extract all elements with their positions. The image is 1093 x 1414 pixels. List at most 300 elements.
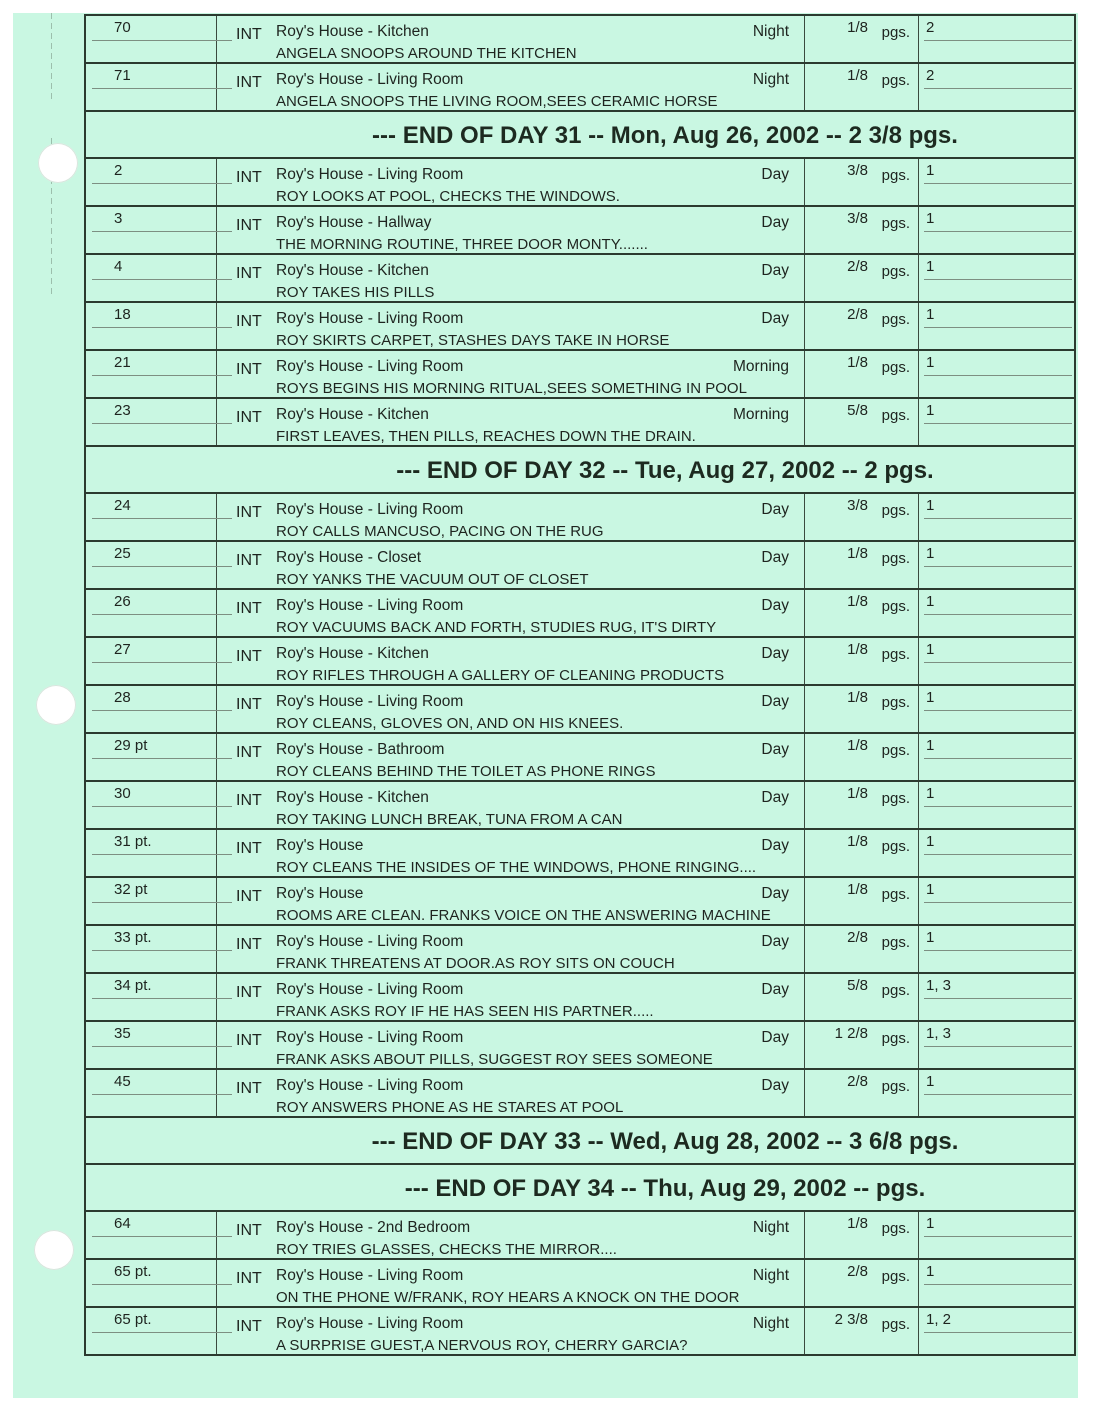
underline xyxy=(924,1284,1072,1285)
underline xyxy=(92,423,232,424)
underline xyxy=(924,902,1072,903)
scene-strip[interactable] xyxy=(86,492,1074,540)
cast-ids: 1, 2 xyxy=(926,1311,952,1328)
set-name: Roy's House - Hallway xyxy=(276,214,432,231)
int-ext: INT xyxy=(236,26,262,43)
cast-ids: 1, 3 xyxy=(926,977,952,994)
scene-strip[interactable] xyxy=(86,1306,1074,1354)
underline xyxy=(92,1094,232,1095)
cast-cell xyxy=(918,1308,1074,1354)
day-break-banner xyxy=(86,445,1074,492)
scene-number: 32 pt xyxy=(114,881,148,898)
underline xyxy=(92,950,232,951)
pages-unit: pgs. xyxy=(881,311,910,328)
pages-unit: pgs. xyxy=(881,742,910,759)
int-ext: INT xyxy=(236,840,262,857)
scene-number: 29 pt xyxy=(114,737,148,754)
pages-unit: pgs. xyxy=(881,646,910,663)
day-night: Night xyxy=(752,1219,789,1236)
scene-strip[interactable] xyxy=(86,397,1074,445)
underline xyxy=(924,1236,1072,1237)
set-name: Roy's House - 2nd Bedroom xyxy=(276,1219,471,1236)
day-night: Day xyxy=(761,214,789,231)
day-night: Day xyxy=(761,166,789,183)
pages-unit: pgs. xyxy=(881,550,910,567)
scene-number-cell xyxy=(86,926,217,972)
day-night: Night xyxy=(752,1315,789,1332)
scene-description: FRANK ASKS ABOUT PILLS, SUGGEST ROY SEES SOMEONE xyxy=(276,1051,713,1068)
int-ext: INT xyxy=(236,504,262,521)
set-name: Roy's House - Kitchen xyxy=(276,645,429,662)
pages-unit: pgs. xyxy=(881,694,910,711)
pages-unit: pgs. xyxy=(881,263,910,280)
page-count-cell xyxy=(804,1070,919,1116)
underline xyxy=(92,854,232,855)
scene-description: ANGELA SNOOPS THE LIVING ROOM,SEES CERAMIC HORSE xyxy=(276,93,718,110)
underline xyxy=(92,998,232,999)
cast-cell xyxy=(918,926,1074,972)
int-ext: INT xyxy=(236,696,262,713)
page-count: 1/8 xyxy=(847,785,868,802)
cast-cell xyxy=(918,542,1074,588)
page-count-cell xyxy=(804,1212,919,1258)
scene-strip[interactable] xyxy=(86,253,1074,301)
underline xyxy=(924,758,1072,759)
scene-description: FRANK ASKS ROY IF HE HAS SEEN HIS PARTNER..... xyxy=(276,1003,654,1020)
cast-ids: 1 xyxy=(926,1073,935,1090)
cast-cell xyxy=(918,351,1074,397)
scene-number: 2 xyxy=(114,162,123,179)
pages-unit: pgs. xyxy=(881,359,910,376)
page-count: 2 3/8 xyxy=(834,1311,868,1328)
underline xyxy=(924,854,1072,855)
day-break-text: --- END OF DAY 31 -- Mon, Aug 26, 2002 -- 2 3/8 pgs. xyxy=(372,122,958,149)
scene-number-cell xyxy=(86,16,217,62)
page-count-cell xyxy=(804,974,919,1020)
cast-ids: 1 xyxy=(926,497,935,514)
cast-cell xyxy=(918,830,1074,876)
cast-cell xyxy=(918,399,1074,445)
scene-number-cell xyxy=(86,878,217,924)
scene-number: 26 xyxy=(114,593,131,610)
scene-strip[interactable] xyxy=(86,1258,1074,1306)
scene-number-cell xyxy=(86,638,217,684)
pages-unit: pgs. xyxy=(881,1268,910,1285)
underline xyxy=(92,566,232,567)
scene-number: 21 xyxy=(114,354,131,371)
underline xyxy=(92,1284,232,1285)
int-ext: INT xyxy=(236,1032,262,1049)
scene-number-cell xyxy=(86,159,217,205)
page-count-cell xyxy=(804,782,919,828)
day-night: Night xyxy=(752,71,789,88)
scene-description: ROY RIFLES THROUGH A GALLERY OF CLEANING PRODUCTS xyxy=(276,667,725,684)
int-ext: INT xyxy=(236,1080,262,1097)
set-name: Roy's House - Living Room xyxy=(276,597,464,614)
scene-strip[interactable] xyxy=(86,1210,1074,1258)
scene-strip[interactable] xyxy=(86,972,1074,1020)
underline xyxy=(92,518,232,519)
int-ext: INT xyxy=(236,936,262,953)
day-night: Day xyxy=(761,693,789,710)
scene-description: ROY LOOKS AT POOL, CHECKS THE WINDOWS. xyxy=(276,188,620,205)
page-count-cell xyxy=(804,207,919,253)
set-name: Roy's House - Kitchen xyxy=(276,262,429,279)
page-count: 2/8 xyxy=(847,1263,868,1280)
scene-description: ROY YANKS THE VACUUM OUT OF CLOSET xyxy=(276,571,589,588)
cast-cell xyxy=(918,303,1074,349)
page-count: 1/8 xyxy=(847,737,868,754)
cast-cell xyxy=(918,734,1074,780)
underline xyxy=(924,998,1072,999)
underline xyxy=(92,327,232,328)
page-count: 1/8 xyxy=(847,545,868,562)
cast-ids: 1 xyxy=(926,785,935,802)
scene-strip[interactable] xyxy=(86,780,1074,828)
page-count: 1/8 xyxy=(847,67,868,84)
day-break-banner xyxy=(86,1116,1074,1163)
cast-ids: 1 xyxy=(926,929,935,946)
page-count: 1/8 xyxy=(847,689,868,706)
cast-ids: 1 xyxy=(926,833,935,850)
page-count: 1/8 xyxy=(847,593,868,610)
int-ext: INT xyxy=(236,552,262,569)
scene-strip[interactable] xyxy=(86,62,1074,110)
scene-number-cell xyxy=(86,351,217,397)
page-count: 1 2/8 xyxy=(834,1025,868,1042)
set-name: Roy's House xyxy=(276,885,364,902)
scene-number-cell xyxy=(86,399,217,445)
underline xyxy=(92,1236,232,1237)
underline xyxy=(924,88,1072,89)
scene-description: ROY CLEANS, GLOVES ON, AND ON HIS KNEES. xyxy=(276,715,624,732)
scene-number: 24 xyxy=(114,497,131,514)
scene-number: 4 xyxy=(114,258,123,275)
scene-number: 35 xyxy=(114,1025,131,1042)
page-count: 5/8 xyxy=(847,977,868,994)
scene-number-cell xyxy=(86,1308,217,1354)
underline xyxy=(924,423,1072,424)
scene-number-cell xyxy=(86,255,217,301)
scene-description: ROY VACUUMS BACK AND FORTH, STUDIES RUG, IT'S DIRTY xyxy=(276,619,717,636)
cast-cell xyxy=(918,207,1074,253)
page-count-cell xyxy=(804,64,919,110)
scene-description: FIRST LEAVES, THEN PILLS, REACHES DOWN THE DRAIN. xyxy=(276,428,696,445)
cast-ids: 1 xyxy=(926,545,935,562)
cast-ids: 1 xyxy=(926,162,935,179)
underline xyxy=(92,710,232,711)
scene-number: 64 xyxy=(114,1215,131,1232)
pages-unit: pgs. xyxy=(881,982,910,999)
pages-unit: pgs. xyxy=(881,24,910,41)
cast-cell xyxy=(918,1022,1074,1068)
day-night: Day xyxy=(761,837,789,854)
cast-cell xyxy=(918,16,1074,62)
cast-ids: 1 xyxy=(926,689,935,706)
scene-strip[interactable] xyxy=(86,157,1074,205)
page-count-cell xyxy=(804,590,919,636)
day-break-text: --- END OF DAY 32 -- Tue, Aug 27, 2002 -- 2 pgs. xyxy=(396,457,934,484)
page-count: 3/8 xyxy=(847,497,868,514)
int-ext: INT xyxy=(236,1318,262,1335)
int-ext: INT xyxy=(236,169,262,186)
cast-cell xyxy=(918,1070,1074,1116)
cast-ids: 1 xyxy=(926,306,935,323)
scene-description: ROY TAKES HIS PILLS xyxy=(276,284,435,301)
punch-hole xyxy=(38,143,78,183)
scene-number-cell xyxy=(86,542,217,588)
page-count: 3/8 xyxy=(847,210,868,227)
day-break-banner xyxy=(86,1163,1074,1210)
page-count-cell xyxy=(804,1022,919,1068)
scene-description: ROY ANSWERS PHONE AS HE STARES AT POOL xyxy=(276,1099,624,1116)
int-ext: INT xyxy=(236,600,262,617)
pages-unit: pgs. xyxy=(881,167,910,184)
cast-cell xyxy=(918,255,1074,301)
scene-strip[interactable] xyxy=(86,349,1074,397)
day-break-text: --- END OF DAY 34 -- Thu, Aug 29, 2002 -- pgs. xyxy=(404,1175,926,1202)
scene-strip[interactable] xyxy=(86,205,1074,253)
pages-unit: pgs. xyxy=(881,1078,910,1095)
scene-description: ON THE PHONE W/FRANK, ROY HEARS A KNOCK ON THE DOOR xyxy=(276,1289,740,1306)
page-count: 5/8 xyxy=(847,402,868,419)
int-ext: INT xyxy=(236,1222,262,1239)
scene-strip[interactable] xyxy=(86,540,1074,588)
pages-unit: pgs. xyxy=(881,886,910,903)
page-count-cell xyxy=(804,926,919,972)
day-night: Day xyxy=(761,645,789,662)
int-ext: INT xyxy=(236,217,262,234)
set-name: Roy's House - Living Room xyxy=(276,71,464,88)
page-count-cell xyxy=(804,494,919,540)
set-name: Roy's House - Living Room xyxy=(276,358,464,375)
underline xyxy=(924,710,1072,711)
underline xyxy=(924,1046,1072,1047)
cast-ids: 1 xyxy=(926,1215,935,1232)
day-night: Day xyxy=(761,981,789,998)
scene-strip[interactable] xyxy=(86,1068,1074,1116)
day-night: Day xyxy=(761,789,789,806)
int-ext: INT xyxy=(236,744,262,761)
int-ext: INT xyxy=(236,265,262,282)
scene-number: 23 xyxy=(114,402,131,419)
scene-strip[interactable] xyxy=(86,876,1074,924)
scene-strip[interactable] xyxy=(86,828,1074,876)
pages-unit: pgs. xyxy=(881,790,910,807)
stripboard-table xyxy=(84,14,1076,1356)
underline xyxy=(924,375,1072,376)
underline xyxy=(92,758,232,759)
day-night: Day xyxy=(761,741,789,758)
scene-strip[interactable] xyxy=(86,588,1074,636)
underline xyxy=(92,231,232,232)
scene-number-cell xyxy=(86,734,217,780)
day-night: Day xyxy=(761,933,789,950)
cast-ids: 1 xyxy=(926,210,935,227)
set-name: Roy's House - Living Room xyxy=(276,1077,464,1094)
pages-unit: pgs. xyxy=(881,1316,910,1333)
set-name: Roy's House - Living Room xyxy=(276,693,464,710)
page-count: 3/8 xyxy=(847,162,868,179)
set-name: Roy's House xyxy=(276,837,364,854)
underline xyxy=(92,1046,232,1047)
scene-description: ROY CLEANS THE INSIDES OF THE WINDOWS, PHONE RINGING.... xyxy=(276,859,757,876)
pages-unit: pgs. xyxy=(881,407,910,424)
cast-cell xyxy=(918,686,1074,732)
cast-ids: 1, 3 xyxy=(926,1025,952,1042)
scene-number: 34 pt. xyxy=(114,977,152,994)
punch-hole xyxy=(34,1230,74,1270)
scene-strip[interactable] xyxy=(86,1020,1074,1068)
underline xyxy=(924,614,1072,615)
underline xyxy=(92,806,232,807)
underline xyxy=(924,1094,1072,1095)
cast-cell xyxy=(918,1212,1074,1258)
scene-strip[interactable] xyxy=(86,684,1074,732)
set-name: Roy's House - Living Room xyxy=(276,933,464,950)
scene-strip[interactable] xyxy=(86,732,1074,780)
scene-description: ROY CLEANS BEHIND THE TOILET AS PHONE RINGS xyxy=(276,763,656,780)
scene-description: ANGELA SNOOPS AROUND THE KITCHEN xyxy=(276,45,577,62)
scene-number-cell xyxy=(86,1022,217,1068)
cast-cell xyxy=(918,159,1074,205)
underline xyxy=(924,806,1072,807)
day-night: Day xyxy=(761,1077,789,1094)
page-count: 2/8 xyxy=(847,306,868,323)
int-ext: INT xyxy=(236,648,262,665)
day-night: Day xyxy=(761,310,789,327)
punch-hole xyxy=(36,685,76,725)
day-break-text: --- END OF DAY 33 -- Wed, Aug 28, 2002 -- 3 6/8 pgs. xyxy=(371,1128,959,1155)
cast-cell xyxy=(918,1260,1074,1306)
scene-description: ROYS BEGINS HIS MORNING RITUAL,SEES SOMETHING IN POOL xyxy=(276,380,747,397)
day-night: Day xyxy=(761,501,789,518)
set-name: Roy's House - Living Room xyxy=(276,1029,464,1046)
scene-strip[interactable] xyxy=(86,14,1074,62)
scene-description: ROY SKIRTS CARPET, STASHES DAYS TAKE IN HORSE xyxy=(276,332,670,349)
scene-number-cell xyxy=(86,1070,217,1116)
page-count-cell xyxy=(804,878,919,924)
margin-rule xyxy=(51,13,52,103)
int-ext: INT xyxy=(236,313,262,330)
scene-number: 28 xyxy=(114,689,131,706)
page-count-cell xyxy=(804,1308,919,1354)
day-night: Night xyxy=(752,1267,789,1284)
page-count-cell xyxy=(804,16,919,62)
pages-unit: pgs. xyxy=(881,1030,910,1047)
set-name: Roy's House - Closet xyxy=(276,549,422,566)
scene-number: 25 xyxy=(114,545,131,562)
scene-number: 71 xyxy=(114,67,131,84)
set-name: Roy's House - Living Room xyxy=(276,501,464,518)
day-night: Night xyxy=(752,23,789,40)
page-count-cell xyxy=(804,638,919,684)
scene-number: 3 xyxy=(114,210,123,227)
day-night: Day xyxy=(761,597,789,614)
underline xyxy=(924,662,1072,663)
day-break-banner xyxy=(86,110,1074,157)
underline xyxy=(92,279,232,280)
page-count: 2/8 xyxy=(847,1073,868,1090)
underline xyxy=(924,1332,1072,1333)
page-count-cell xyxy=(804,686,919,732)
cast-cell xyxy=(918,782,1074,828)
scene-number-cell xyxy=(86,782,217,828)
cast-ids: 2 xyxy=(926,19,935,36)
scene-number: 33 pt. xyxy=(114,929,152,946)
scene-strip[interactable] xyxy=(86,924,1074,972)
cast-ids: 1 xyxy=(926,354,935,371)
scene-number: 30 xyxy=(114,785,131,802)
scene-description: ROOMS ARE CLEAN. FRANKS VOICE ON THE ANSWERING MACHINE xyxy=(276,907,771,924)
cast-cell xyxy=(918,878,1074,924)
scene-number: 45 xyxy=(114,1073,131,1090)
scene-description: A SURPRISE GUEST,A NERVOUS ROY, CHERRY GARCIA? xyxy=(276,1337,688,1354)
cast-ids: 1 xyxy=(926,881,935,898)
scene-number-cell xyxy=(86,303,217,349)
scene-number-cell xyxy=(86,1212,217,1258)
underline xyxy=(924,40,1072,41)
underline xyxy=(92,614,232,615)
cast-ids: 1 xyxy=(926,402,935,419)
scene-description: ROY TAKING LUNCH BREAK, TUNA FROM A CAN xyxy=(276,811,623,828)
underline xyxy=(924,950,1072,951)
scene-strip[interactable] xyxy=(86,636,1074,684)
day-night: Morning xyxy=(733,406,789,423)
set-name: Roy's House - Living Room xyxy=(276,1315,464,1332)
pages-unit: pgs. xyxy=(881,502,910,519)
page-count-cell xyxy=(804,159,919,205)
set-name: Roy's House - Kitchen xyxy=(276,406,429,423)
pages-unit: pgs. xyxy=(881,72,910,89)
page-count: 1/8 xyxy=(847,881,868,898)
scene-description: ROY CALLS MANCUSO, PACING ON THE RUG xyxy=(276,523,604,540)
underline xyxy=(92,375,232,376)
int-ext: INT xyxy=(236,74,262,91)
day-night: Day xyxy=(761,262,789,279)
int-ext: INT xyxy=(236,1270,262,1287)
underline xyxy=(92,662,232,663)
pages-unit: pgs. xyxy=(881,934,910,951)
int-ext: INT xyxy=(236,361,262,378)
underline xyxy=(924,183,1072,184)
pages-unit: pgs. xyxy=(881,838,910,855)
underline xyxy=(924,231,1072,232)
underline xyxy=(92,902,232,903)
set-name: Roy's House - Living Room xyxy=(276,1267,464,1284)
underline xyxy=(92,88,232,89)
scene-number: 65 pt. xyxy=(114,1311,152,1328)
scene-description: ROY TRIES GLASSES, CHECKS THE MIRROR.... xyxy=(276,1241,617,1258)
scene-number-cell xyxy=(86,1260,217,1306)
cast-ids: 1 xyxy=(926,1263,935,1280)
underline xyxy=(924,518,1072,519)
scene-number: 65 pt. xyxy=(114,1263,152,1280)
scene-strip[interactable] xyxy=(86,301,1074,349)
scene-description: FRANK THREATENS AT DOOR.AS ROY SITS ON COUCH xyxy=(276,955,675,972)
scene-number-cell xyxy=(86,64,217,110)
int-ext: INT xyxy=(236,792,262,809)
scene-number-cell xyxy=(86,590,217,636)
underline xyxy=(924,566,1072,567)
int-ext: INT xyxy=(236,984,262,1001)
cast-cell xyxy=(918,974,1074,1020)
underline xyxy=(92,40,232,41)
underline xyxy=(924,279,1072,280)
page-count: 1/8 xyxy=(847,19,868,36)
scene-number: 27 xyxy=(114,641,131,658)
page-count-cell xyxy=(804,303,919,349)
